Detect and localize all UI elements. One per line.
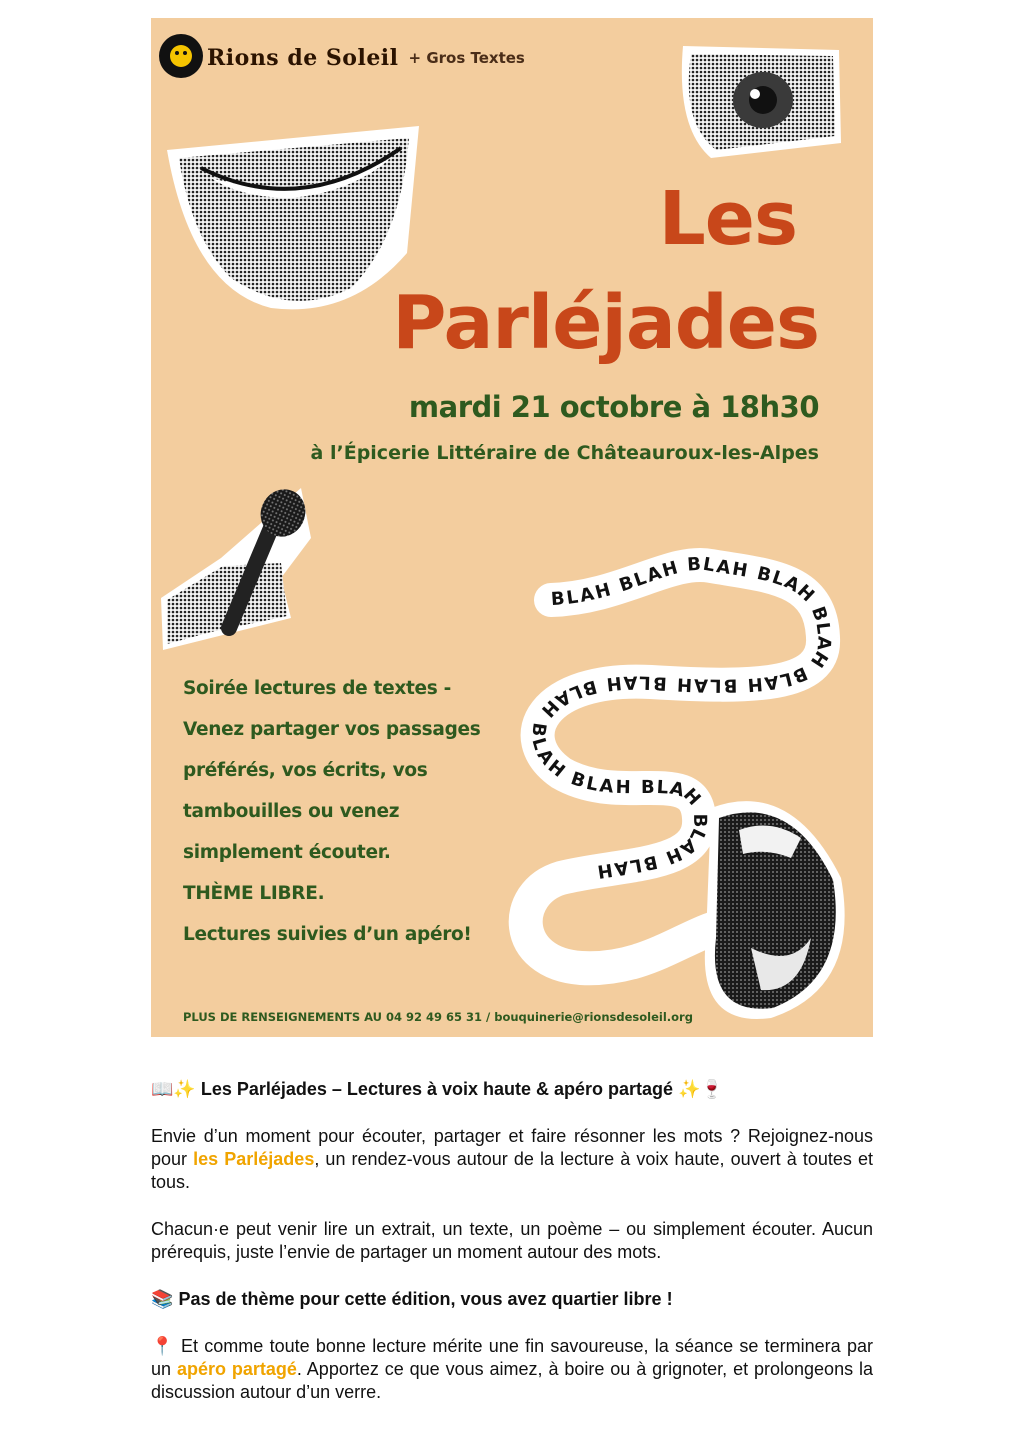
paragraph-participation: Chacun·e peut venir lire un extrait, un texte, un poème – ou simplement écouter. Aucun prérequis, juste l’envie de partager un moment autour des mots.: [151, 1219, 873, 1262]
text-segment: . Apportez ce que vous aimez, à boire ou à grignoter, et prolongeons la discussion autour d’un verre.: [151, 1359, 873, 1402]
highlight-event-name: les Parléjades: [193, 1149, 315, 1169]
contact-info: PLUS DE RENSEIGNEMENTS AU 04 92 49 65 31 / bouquinerie@rionsdesoleil.org: [183, 1010, 693, 1024]
description-line: Soirée lectures de textes -: [183, 678, 452, 699]
logo-row: [163, 38, 525, 78]
partner-name: + Gros Textes: [408, 49, 525, 67]
heading-text: Les Parléjades – Lectures à voix haute & apéro partagé: [200, 1079, 674, 1099]
text-segment: Envie d’un moment pour écouter, partager et faire résonner les mots ? Rejoignez-nous pour: [151, 1126, 873, 1169]
event-place: à l’Épicerie Littéraire de Châteauroux-les-Alpes: [310, 442, 819, 464]
description-line: THÈME LIBRE.: [183, 883, 325, 904]
pin-icon: 📍: [151, 1336, 175, 1356]
open-mouth-icon: [705, 801, 845, 1019]
eye-icon: [682, 46, 841, 158]
description-line: Lectures suivies d’un apéro!: [183, 924, 472, 945]
article-heading: [151, 1078, 873, 1101]
paragraph-theme: [151, 1288, 873, 1311]
description-line: tambouilles ou venez: [183, 801, 400, 822]
text-segment: Et comme toute bonne lecture mérite une fin savoureuse, la séance se terminera par un: [151, 1336, 873, 1379]
paragraph-intro: [151, 1125, 873, 1194]
lips-icon: [167, 126, 419, 309]
books-icon: 📚: [151, 1289, 174, 1309]
description-line: simplement écouter.: [183, 842, 391, 863]
text-segment: Pas de thème pour cette édition, vous avez quartier libre !: [178, 1289, 673, 1309]
poster-title-line2: Parléjades: [392, 280, 819, 366]
sparkle-wine-icon: ✨🍷: [678, 1079, 723, 1099]
book-sparkle-icon: 📖✨: [151, 1079, 196, 1099]
event-description: [183, 668, 523, 955]
event-date: mardi 21 octobre à 18h30: [408, 390, 819, 424]
paragraph-apero: [151, 1335, 873, 1404]
description-line: préférés, vos écrits, vos: [183, 760, 428, 781]
poster-title-line1: Les: [658, 176, 797, 262]
text-segment: , un rendez-vous autour de la lecture à voix haute, ouvert à toutes et tous.: [151, 1149, 873, 1192]
article-body: [151, 1078, 873, 1428]
ribbon-text: BLAH BLAH BLAH BLAH BLAH BLAH BLAH BLAH BLAH BLAH BLAH BLAH BLAH BLAH: [526, 553, 835, 883]
description-line: Venez partager vos passages: [183, 719, 481, 740]
event-poster: [151, 18, 873, 1037]
microphone-icon: [161, 482, 313, 650]
highlight-apero: apéro partagé: [176, 1359, 297, 1379]
brand-name: Rions de Soleil: [207, 45, 399, 71]
